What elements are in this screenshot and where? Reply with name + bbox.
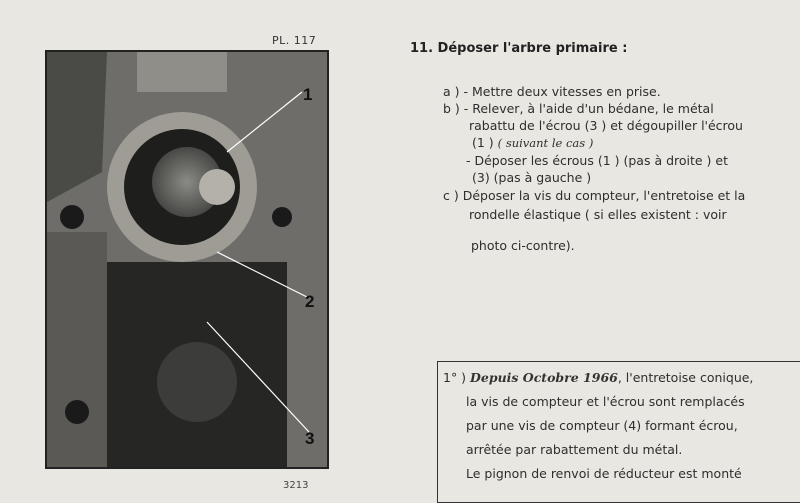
note-line-1 (443, 370, 753, 385)
step-b-sub: - Déposer les écrous (1 ) (pas à droite ) et (466, 153, 728, 168)
step-a: a ) - Mettre deux vitesses en prise. (443, 84, 661, 99)
note-line-4: arrêtée par rabattement du métal. (466, 442, 683, 457)
text: , l'entretoise conique, (617, 370, 754, 385)
gearbox-photo (45, 50, 329, 469)
step-b-cont2 (472, 135, 593, 150)
note-prefix: 1° ) (443, 370, 467, 385)
step-b-sub-cont: (3) (pas à gauche ) (472, 170, 592, 185)
note-line-3: par une vis de compteur (4) formant écrou, (466, 418, 738, 433)
figure-number: 3213 (283, 480, 309, 491)
plate-label: PL. 117 (272, 34, 317, 47)
step-c: c ) Déposer la vis du compteur, l'entretoise et la (443, 188, 746, 203)
italic-note: ( suivant le cas ) (497, 136, 594, 150)
callout-2: 2 (305, 292, 315, 311)
section-title: 11. Déposer l'arbre primaire : (410, 41, 628, 56)
step-b: b ) - Relever, à l'aide d'un bédane, le métal (443, 101, 714, 116)
note-line-2: la vis de compteur et l'écrou sont remplacés (466, 394, 745, 409)
note-italic: Depuis Octobre 1966 (470, 370, 618, 385)
callout-3: 3 (305, 429, 315, 448)
text: (1 ) (472, 135, 494, 150)
step-b-cont: rabattu de l'écrou (3 ) et dégoupiller l'écrou (469, 118, 743, 133)
step-c-cont: rondelle élastique ( si elles existent : voir (469, 207, 727, 222)
step-c-cont2: photo ci-contre). (471, 238, 575, 253)
callout-1: 1 (303, 85, 313, 104)
note-line-5: Le pignon de renvoi de réducteur est monté (466, 466, 742, 481)
